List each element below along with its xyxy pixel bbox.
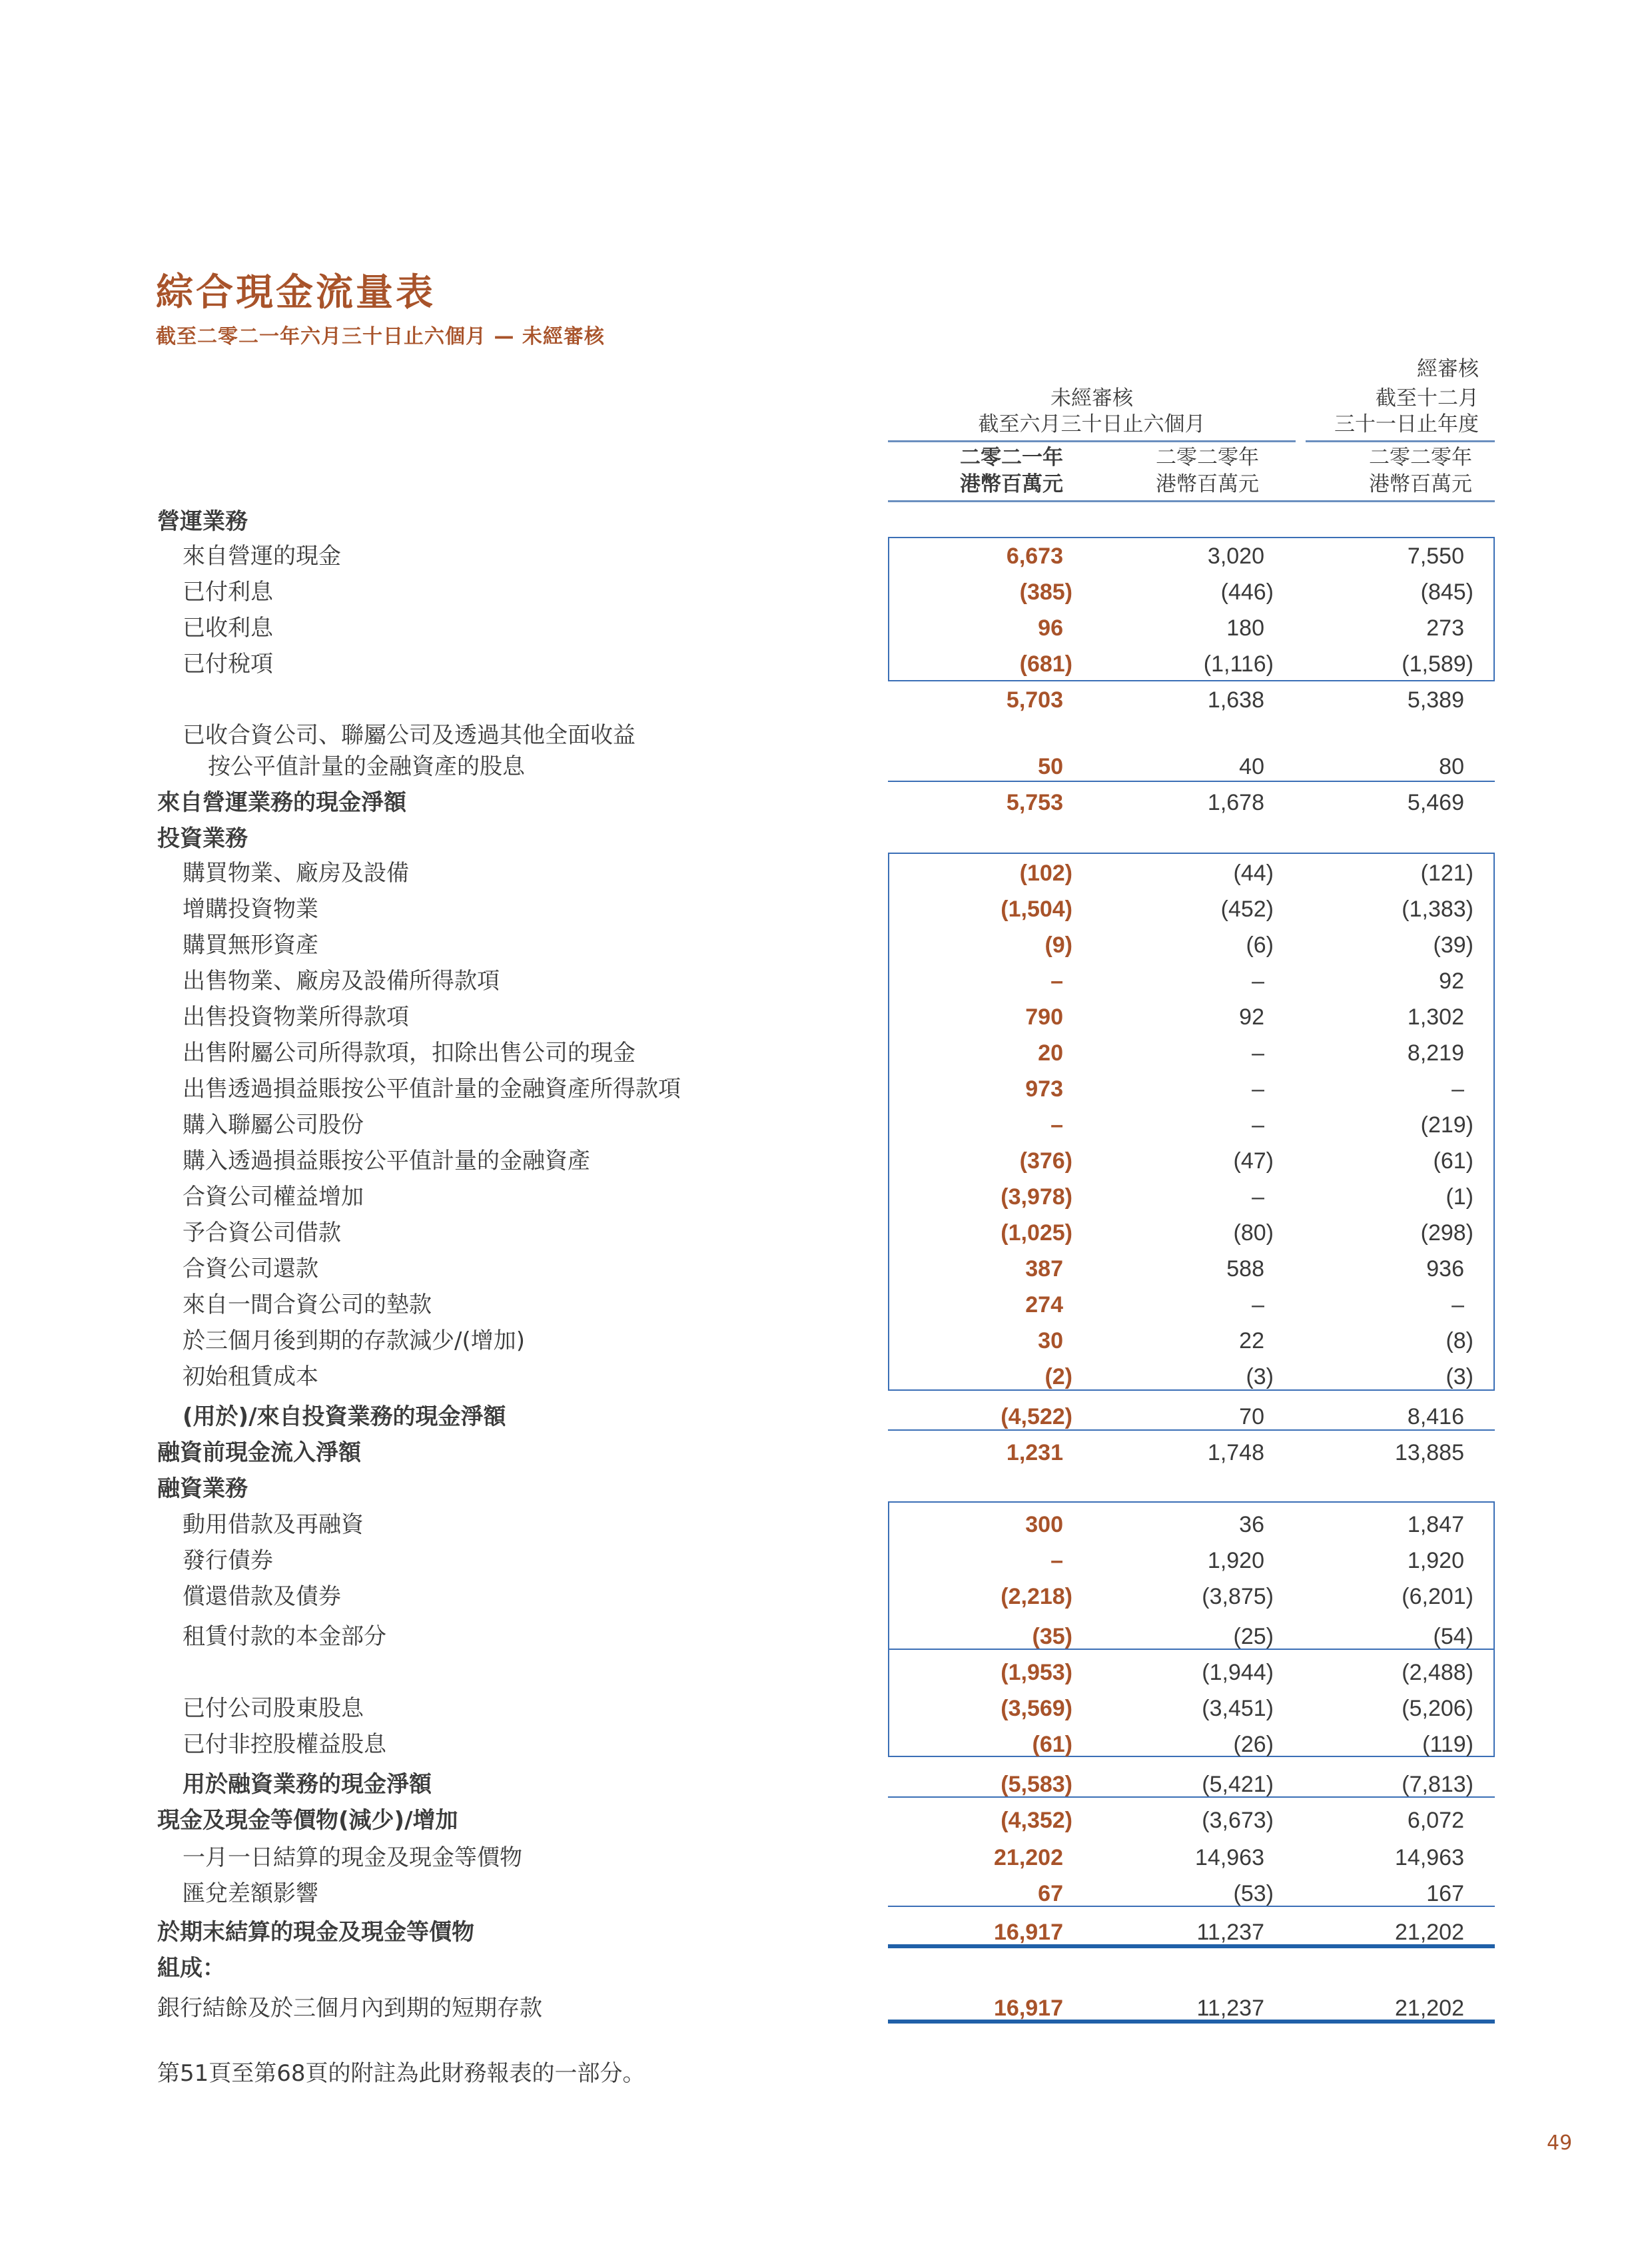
page-title: 綜合現金流量表 [156, 271, 436, 314]
table-row [0, 1619, 1652, 1655]
table-row [0, 1840, 1652, 1876]
table-row [0, 1766, 1652, 1802]
row-value-col2: (44) [1233, 861, 1274, 886]
table-row [0, 1950, 1652, 1986]
row-value-col2: 1,748 [1207, 1440, 1264, 1465]
row-value-col2: (3,673) [1202, 1808, 1274, 1833]
header-audited-period-1: 截至十二月 [1376, 386, 1479, 410]
row-value-col1: (376) [1019, 1148, 1072, 1174]
row-label: 動用借款及再融資 [183, 1511, 364, 1538]
col1-year: 二零二一年 [960, 446, 1063, 470]
table-row [0, 785, 1652, 821]
table-row [0, 1323, 1652, 1359]
row-label: 償還借款及債券 [183, 1583, 341, 1610]
row-value-col2: (1,944) [1202, 1660, 1274, 1685]
row-value-col2: 1,920 [1207, 1548, 1264, 1573]
table-row [0, 1179, 1652, 1215]
row-value-col2: 36 [1239, 1512, 1264, 1537]
table-row [0, 1251, 1652, 1287]
row-value-col2: – [1252, 1076, 1264, 1102]
row-value-col3: – [1451, 1292, 1464, 1317]
row-label: 增購投資物業 [183, 896, 318, 923]
row-value-col1: (3,978) [1001, 1184, 1072, 1210]
header-unaudited-label: 未經審核 [1050, 386, 1133, 410]
row-value-col2: (26) [1233, 1732, 1274, 1757]
table-row [0, 963, 1652, 999]
row-value-col3: 6,072 [1407, 1808, 1464, 1833]
row-label: 出售投資物業所得款項 [183, 1004, 409, 1030]
row-value-col1: (5,583) [1001, 1772, 1072, 1797]
row-label: 已付稅項 [183, 651, 273, 677]
row-label: 已收合資公司、聯屬公司及透過其他全面收益 [183, 722, 635, 749]
table-row [0, 1655, 1652, 1690]
row-value-col2: 22 [1239, 1328, 1264, 1353]
row-value-col1: 16,917 [994, 1996, 1063, 2021]
table-row [0, 1035, 1652, 1071]
table-row [0, 1579, 1652, 1615]
row-label: 購入透過損益賬按公平值計量的金融資產 [183, 1148, 590, 1174]
header-audited-label: 經審核 [1417, 357, 1479, 381]
row-value-col1: 274 [1025, 1292, 1063, 1317]
row-value-col3: (298) [1420, 1220, 1473, 1246]
col2-year: 二零二零年 [1156, 446, 1259, 470]
row-label: 一月一日結算的現金及現金等價物 [183, 1844, 522, 1871]
row-value-col1: – [1050, 968, 1063, 994]
row-value-col2: 11,237 [1196, 1920, 1264, 1945]
row-value-col2: (446) [1220, 579, 1274, 605]
row-label: 用於融資業務的現金淨額 [183, 1771, 432, 1798]
row-value-col2: (25) [1233, 1624, 1274, 1649]
row-value-col2: 70 [1239, 1404, 1264, 1429]
row-value-col3: 273 [1426, 615, 1464, 641]
row-value-col3: (1,589) [1402, 651, 1473, 677]
row-value-col1: 300 [1025, 1512, 1063, 1537]
row-value-col1: – [1050, 1112, 1063, 1138]
row-value-col1: 5,753 [1006, 790, 1063, 815]
row-value-col3: 1,302 [1407, 1004, 1464, 1030]
row-value-col2: (6) [1246, 933, 1274, 958]
row-value-col2: – [1252, 1112, 1264, 1138]
row-value-col1: – [1050, 1548, 1063, 1573]
row-value-col3: 7,550 [1407, 544, 1464, 569]
row-value-col3: – [1451, 1076, 1464, 1102]
row-value-col3: 21,202 [1395, 1920, 1464, 1945]
row-value-col3: 21,202 [1395, 1996, 1464, 2021]
row-label: 購入聯屬公司股份 [183, 1112, 364, 1138]
row-value-col1: 1,231 [1006, 1440, 1063, 1465]
table-row [0, 1435, 1652, 1471]
row-label: 出售附屬公司所得款項，扣除出售公司的現金 [183, 1040, 635, 1066]
row-value-col3: (61) [1433, 1148, 1473, 1174]
row-label: 於三個月後到期的存款減少/(增加) [183, 1327, 525, 1354]
row-label: 融資前現金流入淨額 [157, 1439, 361, 1466]
row-value-col3: (219) [1420, 1112, 1473, 1138]
row-value-col1: 16,917 [994, 1920, 1063, 1945]
row-label: 出售透過損益賬按公平值計量的金融資產所得款項 [183, 1076, 681, 1102]
table-row [0, 682, 1652, 718]
row-value-col1: (2,218) [1001, 1584, 1072, 1609]
row-value-col3: (6,201) [1402, 1584, 1473, 1609]
row-value-col2: (80) [1233, 1220, 1274, 1246]
row-value-col2: 588 [1226, 1256, 1264, 1282]
row-label: 匯兌差額影響 [183, 1880, 318, 1907]
row-label: 予合資公司借款 [183, 1220, 341, 1246]
row-label: 已收利息 [183, 615, 273, 641]
row-value-col2: 14,963 [1195, 1845, 1264, 1870]
row-value-col2: 1,638 [1207, 687, 1264, 713]
table-row [0, 821, 1652, 857]
row-value-col2: 11,237 [1196, 1996, 1264, 2021]
table-row [0, 1726, 1652, 1762]
row-label: 於期末結算的現金及現金等價物 [157, 1919, 474, 1946]
row-value-col3: 14,963 [1395, 1845, 1464, 1870]
row-label: 出售物業、廠房及設備所得款項 [183, 968, 500, 994]
row-value-col3: (121) [1420, 861, 1473, 886]
row-value-col2: (3) [1246, 1364, 1274, 1389]
row-label: 發行債券 [183, 1547, 273, 1574]
row-value-col3: 5,469 [1407, 790, 1464, 815]
row-value-col2: – [1252, 1292, 1264, 1317]
row-value-col1: (681) [1019, 651, 1072, 677]
header-rule-audited [1306, 440, 1495, 442]
row-label: 來自營運業務的現金淨額 [157, 789, 406, 816]
header-unaudited-period: 截至六月三十日止六個月 [978, 412, 1206, 436]
row-value-col2: 40 [1239, 754, 1264, 779]
table-row [0, 717, 1652, 753]
table-row [0, 999, 1652, 1035]
table-row [0, 1690, 1652, 1726]
row-value-col2: 92 [1239, 1004, 1264, 1030]
row-value-col1: 30 [1038, 1328, 1063, 1353]
row-value-col2: (452) [1220, 897, 1274, 922]
row-value-col1: (35) [1032, 1624, 1072, 1649]
page-number: 49 [1547, 2131, 1573, 2155]
row-value-col3: 1,847 [1407, 1512, 1464, 1537]
row-value-col3: (119) [1422, 1732, 1473, 1757]
row-value-col1: 67 [1038, 1881, 1063, 1906]
row-value-col2: (53) [1233, 1881, 1274, 1906]
row-value-col3: 13,885 [1395, 1440, 1464, 1465]
row-value-col3: (54) [1433, 1624, 1473, 1649]
row-value-col2: – [1252, 968, 1264, 994]
row-value-col2: (5,421) [1202, 1772, 1274, 1797]
row-value-col2: – [1252, 1184, 1264, 1210]
row-value-col1: 790 [1025, 1004, 1063, 1030]
row-value-col3: (8) [1446, 1328, 1473, 1353]
row-value-col1: (4,522) [1001, 1404, 1072, 1429]
row-value-col2: 1,678 [1207, 790, 1264, 815]
table-row [0, 1990, 1652, 2026]
row-value-col1: (1,504) [1001, 897, 1072, 922]
row-value-col1: 973 [1025, 1076, 1063, 1102]
row-value-col3: 936 [1426, 1256, 1464, 1282]
table-row [0, 504, 1652, 540]
footnote: 第51頁至第68頁的附註為此財務報表的一部分。 [157, 2060, 645, 2087]
row-value-col1: (385) [1019, 579, 1072, 605]
row-value-col2: (1,116) [1203, 651, 1274, 677]
table-row [0, 1471, 1652, 1507]
row-value-col1: 387 [1025, 1256, 1063, 1282]
row-value-col3: 1,920 [1407, 1548, 1464, 1573]
row-value-col1: 50 [1038, 754, 1063, 779]
row-value-col2: 180 [1226, 615, 1264, 641]
row-value-col1: (4,352) [1001, 1808, 1072, 1833]
col3-year: 二零二零年 [1369, 446, 1472, 470]
table-row [0, 1107, 1652, 1143]
row-label: 來自一間合資公司的墊款 [183, 1292, 432, 1318]
header-rule-unaudited [888, 440, 1296, 442]
table-row [0, 1914, 1652, 1950]
row-label: 合資公司還款 [183, 1256, 318, 1282]
row-value-col3: 80 [1439, 754, 1464, 779]
row-value-col3: (39) [1433, 933, 1473, 958]
col2-unit: 港幣百萬元 [1156, 472, 1259, 496]
table-row [0, 646, 1652, 682]
row-value-col3: 8,219 [1407, 1040, 1464, 1066]
table-row [0, 1399, 1652, 1435]
row-label: 已付公司股東股息 [183, 1695, 364, 1722]
table-row [0, 891, 1652, 927]
row-label: 融資業務 [157, 1475, 248, 1502]
table-row [0, 1287, 1652, 1323]
row-value-col2: 3,020 [1207, 544, 1264, 569]
row-value-col1: 6,673 [1006, 544, 1063, 569]
row-value-col1: (61) [1032, 1732, 1072, 1757]
row-value-col3: 167 [1426, 1881, 1464, 1906]
row-label: 購買物業、廠房及設備 [183, 860, 409, 887]
row-value-col3: 8,416 [1407, 1404, 1464, 1429]
row-label: 合資公司權益增加 [183, 1184, 364, 1210]
row-value-col1: 20 [1038, 1040, 1063, 1066]
row-value-col3: (2,488) [1402, 1660, 1473, 1685]
col1-unit: 港幣百萬元 [960, 472, 1063, 496]
row-value-col3: 5,389 [1407, 687, 1464, 713]
row-value-col1: 96 [1038, 615, 1063, 641]
table-row [0, 749, 1652, 785]
row-value-col1: 5,703 [1006, 687, 1063, 713]
table-row [0, 1143, 1652, 1179]
row-label: 銀行結餘及於三個月內到期的短期存款 [157, 1995, 542, 2022]
row-value-col2: – [1252, 1040, 1264, 1066]
col3-unit: 港幣百萬元 [1369, 472, 1472, 496]
table-row [0, 1359, 1652, 1395]
row-value-col3: (1) [1446, 1184, 1473, 1210]
row-value-col3: (845) [1420, 579, 1473, 605]
table-row [0, 927, 1652, 963]
row-value-col2: (3,875) [1202, 1584, 1274, 1609]
row-value-col3: (7,813) [1402, 1772, 1473, 1797]
table-row [0, 1215, 1652, 1251]
table-row [0, 1507, 1652, 1543]
row-label: 初始租賃成本 [183, 1363, 318, 1390]
table-row [0, 538, 1652, 574]
table-row [0, 574, 1652, 610]
row-label: 營運業務 [157, 508, 248, 535]
row-label: 投資業務 [157, 825, 248, 852]
table-row [0, 1071, 1652, 1107]
row-label: 已付利息 [183, 579, 273, 605]
row-label: (用於)/來自投資業務的現金淨額 [183, 1403, 506, 1430]
header-audited-period-2: 三十一日止年度 [1334, 412, 1479, 436]
row-value-col2: (3,451) [1202, 1696, 1274, 1721]
table-row [0, 610, 1652, 646]
table-row [0, 855, 1652, 891]
row-label: 來自營運的現金 [183, 543, 341, 569]
row-label: 已付非控股權益股息 [183, 1731, 386, 1758]
row-value-col1: (3,569) [1001, 1696, 1072, 1721]
row-label: 組成： [157, 1955, 225, 1982]
row-value-col3: (3) [1446, 1364, 1473, 1389]
row-value-col3: (5,206) [1402, 1696, 1473, 1721]
row-value-col3: (1,383) [1402, 897, 1473, 922]
table-row [0, 1543, 1652, 1579]
table-row [0, 1876, 1652, 1912]
row-value-col1: (9) [1044, 933, 1072, 958]
row-value-col2: (47) [1233, 1148, 1274, 1174]
row-label: 現金及現金等價物(減少)/增加 [157, 1807, 458, 1834]
row-label: 租賃付款的本金部分 [183, 1623, 386, 1650]
row-value-col1: (102) [1019, 861, 1072, 886]
table-row [0, 1802, 1652, 1838]
row-value-col1: 21,202 [994, 1845, 1063, 1870]
row-label: 購買無形資產 [183, 932, 318, 958]
row-value-col3: 92 [1439, 968, 1464, 994]
header-rule-units [888, 500, 1495, 502]
row-value-col1: (2) [1044, 1364, 1072, 1389]
row-label: 按公平值計量的金融資產的股息 [208, 753, 525, 780]
row-value-col1: (1,025) [1001, 1220, 1072, 1246]
page-subtitle: 截至二零二一年六月三十日止六個月 — 未經審核 [156, 325, 605, 348]
row-value-col1: (1,953) [1001, 1660, 1072, 1685]
